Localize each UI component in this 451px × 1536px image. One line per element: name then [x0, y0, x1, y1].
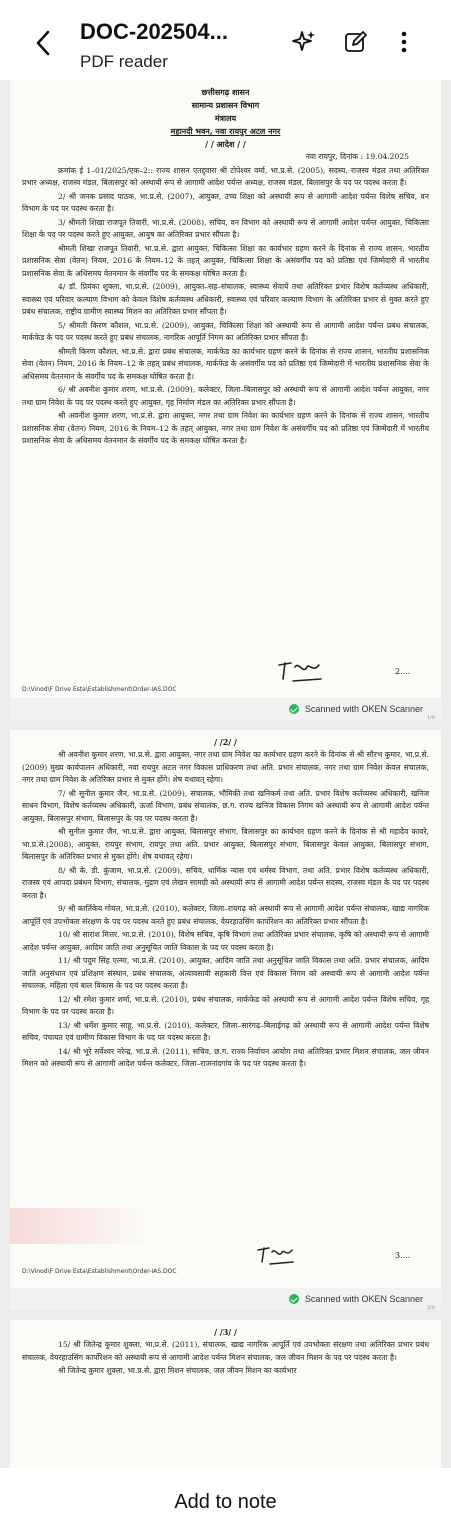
document-viewer[interactable] — [0, 80, 451, 1468]
document-page-1 — [10, 80, 441, 720]
page-marker: / /2/ / — [214, 737, 237, 747]
order-para: श्री अवनीश कुमार शरण, भा.प्र.से. द्वारा आयुक्त, नगर तथा ग्राम निवेश का कार्यभार ग्रहण करने के दिनांक से श्री सौरभ कुमार, भा.प्र.से. (2009) मुख्य कार्यपालन अधिकारी, नवा रायपुर अटल नगर विकास प्राधिकरण तथा अति. प्रभार संचालक, नगर तथा ग्राम निवेश केवल संचालक, नगर तथा ग्राम निवेश के अतिरिक्त प्रभार से मुक्त होंगे। शेष यथावत् रहेगा। — [22, 750, 429, 784]
order-para: 12/ श्री रमेश कुमार शर्मा, भा.प्र.से. (2010), प्रबंध संचालक, मार्कफेड को अस्थायी रूप से आगामी आदेश पर्यन्त विशेष सचिव, गृह विभाग के पद पर पदस्थ करता है। — [22, 994, 429, 1016]
continuation-marker: 2.... — [395, 667, 411, 676]
order-para: 3/ श्रीमती शिखा राजपूत तिवारी, भा.प्र.से. (2008), सचिव, वन विभाग को अस्थायी रूप से आगामी आदेश पर्यन्त आयुक्त, चिकित्सा शिक्षा के पद पर पदस्थ करते हुए आयुक्त, आयुष का अतिरिक्त प्रभार सौंपता है। — [22, 217, 429, 239]
order-para: 7/ श्री सुनील कुमार जैन, भा.प्र.से. (2009), संचालक, भौमिकी तथा खनिकर्म तथा अति. प्रभार विशेष कर्तव्यस्थ अधिकारी, खनिज साधन विभाग, विशेष कर्तव्यस्थ अधिकारी, ऊर्जा विभाग, प्रबंध संचालक, छ.ग. राज्य खनिज विकास निगम को अस्थायी रूप से आगामी आदेश पर्यन्त आयुक्त, बिलासपुर संभाग, बिलासपुर के पद पर पदस्थ करता है। — [22, 788, 429, 823]
more-vertical-icon — [399, 29, 409, 55]
check-circle-icon — [289, 704, 299, 714]
document-page-2 — [10, 730, 441, 1310]
back-chevron-icon — [35, 30, 51, 56]
order-para: 13/ श्री धर्मेश कुमार साहू, भा.प्र.से. (2010), कलेक्टर, जिला–सारंगढ़–बिलाईगढ़ को अस्थायी रूप से आगामी आदेश पर्यन्त विशेष सचिव, पंचायत एवं ग्रामीण विकास विभाग के पद पर पदस्थ करता है। — [22, 1020, 429, 1042]
edit-button[interactable] — [342, 28, 370, 56]
order-para: 2/ श्री जनक प्रसाद पाठक, भा.प्र.से. (2007), आयुक्त, उच्च शिक्षा को अस्थायी रूप से आगामी आदेश पर्यन्त विशेष सचिव, वन विभाग के पद पर पदस्थ करता है। — [22, 191, 429, 213]
signature — [275, 655, 325, 685]
order-para: 9/ श्री कार्तिकेय गोयल, भा.प्र.से. (2010), कलेक्टर, जिला–रायगढ़ को अस्थायी रूप से आगामी आदेश पर्यन्त संचालक, खाद्य नागरिक आपूर्ति एवं उपभोक्ता संरक्षण के पद पर पदस्थ करते हुए प्रबंध संचालक, वेयरहाउसिंग कार्पोरेशन का अतिरिक्त प्रभार सौंपता है। — [22, 904, 429, 926]
document-title: DOC-202504... — [80, 19, 228, 44]
more-options-button[interactable] — [390, 28, 418, 56]
back-button[interactable] — [30, 28, 56, 58]
order-para: श्री अवनीश कुमार शरण, भा.प्र.से. द्वारा आयुक्त, नगर तथा ग्राम निवेश का कार्यभार ग्रहण करने के दिनांक से राज्य शासन, भारतीय प्रशासनिक सेवा (वेतन) नियम, 2016 के नियम–12 के तहत् आयुक्त, नगर तथा ग्राम निवेश के असंवर्गीय पद को प्रतिष्ठा एवं जिम्मेदारी में भारतीय प्रशासनिक सेवा के अधिसमय वेतनमान के संवर्गीय पद के समकक्ष घोषित करता है। — [22, 411, 429, 445]
order-para: 4/ डॉ. प्रियंका शुक्ला, भा.प्र.से. (2009), आयुक्त–सह–संचालक, स्वास्थ्य सेवायें तथा अतिरिक्त प्रभार विशेष कर्तव्यस्थ अधिकारी, स्वास्थ्य एवं परिवार कल्याण विभाग को केवल विशेष कर्तव्यस्थ अधिकारी, स्वास्थ्य एवं परिवार कल्याण विभाग के अतिरिक्त प्रभार से मुक्त करते हुए प्रबंध संचालक, राष्ट्रीय ग्रामीण स्वास्थ्य मिशन का अतिरिक्त प्रभार सौंपता है। — [22, 282, 429, 316]
sparkle-icon — [291, 29, 317, 55]
app-bar — [0, 0, 451, 80]
order-para: 15/ श्री जितेन्द्र कुमार शुक्ला, भा.प्र.से. (2011), संचालक, खाद्य नागरिक आपूर्ति एवं उपभोक्ता संरक्षण तथा अतिरिक्त प्रभार प्रबंध संचालक, वेयरहाउसिंग कार्पोरेशन को अस्थायी रूप से आगामी आदेश पर्यन्त मिशन संचालक, जल जीवन मिशन के पद पर पदस्थ करता है। — [22, 1340, 429, 1362]
ai-assist-button[interactable] — [290, 28, 318, 56]
order-para: श्रीमती किरण कौशल, भा.प्र.से. द्वारा प्रबंध संचालक, मार्कफेड का कार्यभार ग्रहण करने के दिनांक से राज्य शासन, भारतीय प्रशासनिक सेवा (वेतन) नियम, 2016 के नियम–12 के तहत् प्रबंध संचालक, मार्कफेड के असंवर्गीय पद को प्रतिष्ठा एवं जिम्मेदारी में भारतीय प्रशासनिक सेवा के अधिसमय वेतनमान के संवर्गीय पद के समकक्ष घोषित करता है। — [22, 346, 429, 381]
continuation-marker: 3.... — [395, 1251, 411, 1260]
signature — [255, 1242, 295, 1268]
file-path: D:\Vinod\F Drive Esta\Establishment\Order-IAS.DOC — [22, 1268, 177, 1275]
order-para: 14/ श्री भूरे सर्वेश्वर नरेन्द्र, भा.प्र.से. (2011), सचिव, छ.ग. राज्य निर्वाचन आयोग तथा अतिरिक्त प्रभार मिशन संचालक, जल जीवन मिशन को अस्थायी रूप से आगामी आदेश पर्यन्त कलेक्टर, जिला–राजनांदगांव के पद पर पदस्थ करता है। — [22, 1046, 429, 1068]
scanner-label: Scanned with OKEN Scanner — [304, 703, 423, 714]
bottom-action-bar — [0, 1468, 451, 1536]
order-date: नवा रायपुर, दिनांक : 19.04.2025 — [305, 152, 409, 161]
scanner-label: Scanned with OKEN Scanner — [304, 1293, 423, 1304]
address-heading: महानदी भवन, नवा रायपुर अटल नगर — [170, 126, 281, 136]
order-title: / / आदेश / / — [205, 139, 246, 149]
order-para: श्री जितेन्द्र कुमार शुक्ला, भा.प्र.से. द्वारा मिशन संचालक, जल जीवन मिशन का कार्यभार — [58, 1366, 297, 1375]
order-para: क्रमांक ई 1–01/2025/एक–2:: राज्य शासन एतद्द्वारा श्री टोपेश्वर वर्मा, भा.प्र.से. (2005), सदस्य, राजस्व मंडल तथा अतिरिक्त प्रभार अध्यक्ष, राजस्व मंडल, बिलासपुर को अस्थायी रूप से आगामी आदेश पर्यन्त अध्यक्ष, राजस्व मंडल, बिलासपुर के पद पर पदस्थ करता है। — [22, 165, 429, 187]
document-subtitle: PDF reader — [80, 52, 168, 71]
order-para: श्री सुनील कुमार जैन, भा.प्र.से. द्वारा आयुक्त, बिलासपुर संभाग, बिलासपुर का कार्यभार ग्रहण करने के दिनांक से श्री महादेव कावरे, भा.प्र.से.(2008), आयुक्त, रायपुर संभाग, रायपुर तथा अति. प्रभार आयुक्त, बिलासपुर संभाग, बिलासपुर केवल आयुक्त, बिलासपुर संभाग, बिलासपुर के अतिरिक्त प्रभार से मुक्त होंगे। शेष यथावत् रहेगा। — [22, 827, 429, 861]
page-number: 1/8 — [426, 715, 435, 720]
stamp-mark — [10, 1208, 150, 1244]
scanner-watermark — [10, 698, 441, 720]
document-page-3 — [10, 1320, 441, 1468]
order-para: 8/ श्री के. डी. कुंजाम, भा.प्र.से. (2009), सचिव, धार्मिक न्यास एवं धर्मस्व विभाग, तथा अति. प्रभार विशेष कर्तव्यस्थ अधिकारी, राजस्व एवं आपदा प्रबंधन विभाग, संचालक, मुद्रण एवं लेखन सामग्री को अस्थायी रूप से आगामी आदेश पर्यन्त सदस्य, राजस्व मंडल के पद पर पदस्थ करता है। — [22, 865, 429, 900]
order-para: 5/ श्रीमती किरण कौशल, भा.प्र.से. (2009), आयुक्त, चिकित्सा शिक्षा को अस्थायी रूप से आगामी आदेश पर्यन्त प्रबंध संचालक, मार्कफेड के पद पर पदस्थ करते हुए प्रबंध संचालक, नागरिक आपूर्ति निगम का अतिरिक्त प्रभार सौंपता है। — [22, 320, 429, 342]
gov-heading: छत्तीसगढ़ शासन — [201, 87, 250, 97]
file-path: D:\Vinod\F Drive Esta\Establishment\Order-IAS.DOC — [22, 686, 177, 693]
edit-pen-icon — [343, 29, 369, 55]
order-para: 10/ श्री सारांश मित्तर, भा.प्र.से. (2010), विशेष सचिव, कृषि विभाग तथा अतिरिक्त प्रभार संचालक, कृषि को अस्थायी रूप से आगामी आदेश पर्यन्त आयुक्त, आदिम जाति तथा अनुसूचित जाति विकास के पद पर पदस्थ करता है। — [22, 930, 429, 952]
order-para: श्रीमती शिखा राजपूत तिवारी, भा.प्र.से. द्वारा आयुक्त, चिकित्सा शिक्षा का कार्यभार ग्रहण करने के दिनांक से राज्य शासन, भारतीय प्रशासनिक सेवा (वेतन) नियम, 2016 के नियम–12 के तहत् आयुक्त, चिकित्सा शिक्षा के असंवर्गीय पद को प्रतिष्ठा एवं जिम्मेदारी में भारतीय प्रशासनिक सेवा के अधिसमय वेतनमान के संवर्गीय पद के समकक्ष घोषित करता है। — [22, 243, 429, 278]
scanner-watermark — [10, 1288, 441, 1310]
order-para: 6/ श्री अवनीश कुमार शरण, भा.प्र.से. (2009), कलेक्टर, जिला–बिलासपुर को अस्थायी रूप से आगामी आदेश पर्यन्त आयुक्त, नगर तथा ग्राम निवेश के पद पर पदस्थ करते हुए आयुक्त, गृह निर्माण मंडल का अतिरिक्त प्रभार सौंपता है। — [22, 385, 429, 407]
add-to-note-button[interactable]: Add to note — [174, 1490, 277, 1513]
page-number: 2/8 — [426, 1305, 435, 1310]
page-marker: / /3/ / — [214, 1327, 237, 1337]
check-circle-icon — [289, 1294, 299, 1304]
office-heading: मंत्रालय — [214, 113, 237, 123]
order-para: 11/ श्री पदुम सिंह एल्मा, भा.प्र.से. (2010), आयुक्त, आदिम जाति तथा अनुसूचित जाति विकास तथा अति. प्रभार संचालक, आदिम जाति अनुसंधान एवं प्रशिक्षण संस्थान, प्रबंध संचालक, अंत्यावसायी सहकारी वित्त एवं विकास निगम को अस्थायी रूप से आगामी आदेश पर्यन्त संचालक, महिला एवं बाल विकास के पद पर पदस्थ करता है। — [22, 956, 429, 990]
dept-heading: सामान्य प्रशासन विभाग — [191, 100, 260, 110]
